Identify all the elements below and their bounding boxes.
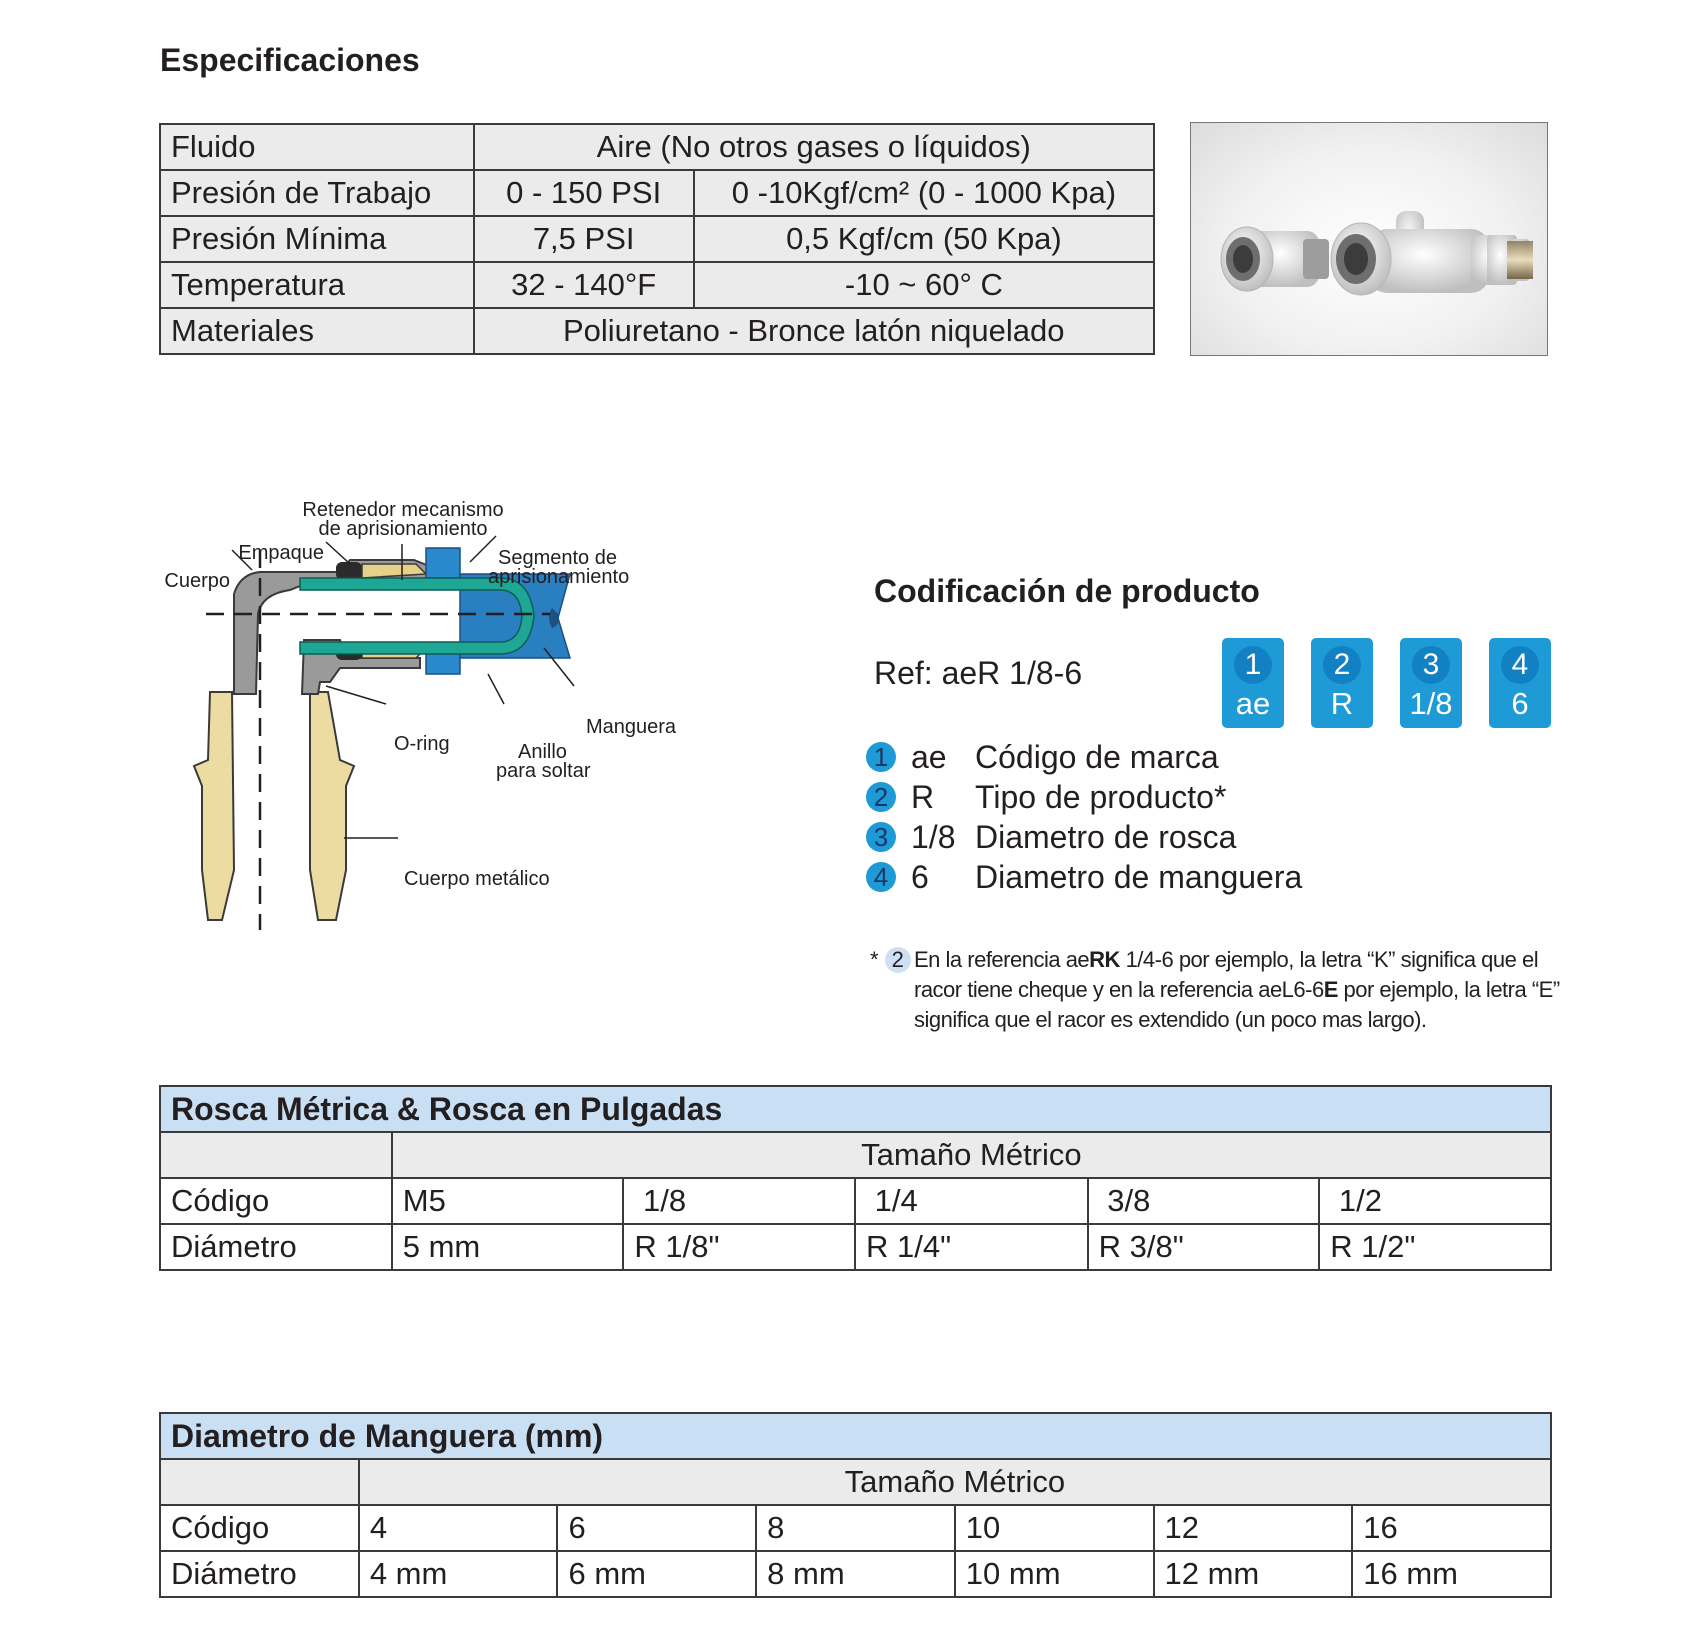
spec-row-presion-trabajo [160,170,1154,216]
table-cell: R 1/8" [623,1224,855,1270]
legend-number: 1 [866,742,896,772]
table-cell: 8 [756,1505,955,1551]
note-text [914,945,1574,1035]
table-cell: R 1/4" [855,1224,1088,1270]
label-manguera: Manguera [586,716,677,738]
table-cell: 1/2 [1319,1178,1551,1224]
legend-desc: Diametro de manguera [975,859,1303,895]
legend-desc: Código de marca [975,739,1219,775]
note-text-part: En la referencia ae [914,947,1090,972]
rosca-diametro-row [160,1224,1551,1270]
legend-code: ae [911,739,947,775]
specs-table [159,123,1155,355]
label-segmento-2: aprisionamiento [488,566,630,588]
code-badge-3 [1400,638,1462,728]
rosca-subheader-row [160,1132,1551,1178]
spec-label: Presión de Trabajo [160,170,474,216]
fitting-cross-section-diagram [150,490,710,950]
table-cell: 10 mm [955,1551,1154,1597]
note-bold-part: RK [1089,947,1120,972]
table-cell: M5 [392,1178,624,1224]
table-cell: 8 mm [756,1551,955,1597]
legend-code: R [911,779,935,815]
manguera-diametro-row [160,1551,1551,1597]
badge-value: 1/8 [1409,686,1453,721]
note-number: 2 [885,947,911,973]
table-cell: 6 mm [557,1551,756,1597]
table-cell: 16 mm [1352,1551,1551,1597]
legend-number: 4 [866,862,896,892]
row-label: Diámetro [160,1224,392,1270]
spec-psi: 0 - 150 PSI [474,170,694,216]
coding-title: Codificación de producto [874,573,1260,609]
code-badge-1 [1222,638,1284,728]
table-cell: 4 mm [359,1551,558,1597]
rosca-codigo-row [160,1178,1551,1224]
legend-code: 6 [911,859,929,895]
table-cell: 12 [1154,1505,1353,1551]
row-label: Código [160,1178,392,1224]
table-cell: 6 [557,1505,756,1551]
legend-item-2 [866,777,1227,817]
table-cell: 10 [955,1505,1154,1551]
label-retenedor-2: de aprisionamiento [318,518,488,540]
badge-value: 6 [1511,686,1529,721]
spec-label: Fluido [160,124,474,170]
badge-value: R [1330,686,1354,721]
manguera-table [159,1412,1552,1598]
spec-metric: -10 ~ 60° C [694,262,1154,308]
legend-number: 2 [866,782,896,812]
spec-row-presion-minima [160,216,1154,262]
reference-example: Ref: aeR 1/8-6 [874,655,1083,691]
manguera-codigo-row [160,1505,1551,1551]
badge-number: 2 [1323,646,1361,684]
badge-number: 4 [1501,646,1539,684]
release-ring-top [426,548,460,578]
note-text-part: 1/4-6 por ejemplo, la letra “K” significa que el racor tiene cheque y en la referencia aeL6-6 [914,947,1539,1002]
manguera-title: Diametro de Manguera (mm) [160,1413,1551,1459]
cross-section-svg [150,490,710,950]
specs-title: Especificaciones [160,42,420,78]
rosca-table [159,1085,1552,1271]
label-segmento-1: Segmento de [498,547,617,569]
brass-body-right [310,692,354,920]
table-cell: 1/8 [623,1178,855,1224]
rosca-subheader: Tamaño Métrico [392,1132,1551,1178]
spec-row-materiales [160,308,1154,354]
label-retenedor-1: Retenedor mecanismo [302,499,504,521]
label-cuerpo: Cuerpo [164,570,230,592]
label-anillo-1: Anillo [518,741,567,763]
badge-value: ae [1235,686,1271,721]
legend-desc: Tipo de producto* [975,779,1227,815]
label-cuerpo-metalico: Cuerpo metálico [404,868,550,890]
row-label: Diámetro [160,1551,359,1597]
spec-metric: 0 -10Kgf/cm² (0 - 1000 Kpa) [694,170,1154,216]
label-empaque: Empaque [238,542,324,564]
spec-value: Aire (No otros gases o líquidos) [474,124,1155,170]
legend-item-3 [866,817,1237,857]
spec-row-temperatura [160,262,1154,308]
spec-metric: 0,5 Kgf/cm (50 Kpa) [694,216,1154,262]
spec-value: Poliuretano - Bronce latón niquelado [474,308,1155,354]
empty-cell [160,1459,359,1505]
spec-label: Materiales [160,308,474,354]
row-label: Código [160,1505,359,1551]
empty-cell [160,1132,392,1178]
badge-number: 3 [1412,646,1450,684]
legend-desc: Diametro de rosca [975,819,1237,855]
legend-item-4 [866,857,1303,897]
table-cell: R 1/2" [1319,1224,1551,1270]
note-asterisk: * [870,947,879,972]
legend-item-1 [866,737,1219,777]
code-badge-4 [1489,638,1551,728]
manguera-subheader: Tamaño Métrico [359,1459,1551,1505]
code-badge-2 [1311,638,1373,728]
spec-psi: 32 - 140°F [474,262,694,308]
table-cell: 4 [359,1505,558,1551]
spec-label: Presión Mínima [160,216,474,262]
manguera-title-row [160,1413,1551,1459]
label-anillo-2: para soltar [496,760,591,782]
note-bold-part: E [1323,977,1338,1002]
table-cell: 12 mm [1154,1551,1353,1597]
spec-psi: 7,5 PSI [474,216,694,262]
badge-number: 1 [1234,646,1272,684]
product-photo [1190,122,1548,356]
legend-code: 1/8 [911,819,956,855]
table-cell: 1/4 [855,1178,1088,1224]
rosca-title-row [160,1086,1551,1132]
spec-label: Temperatura [160,262,474,308]
table-cell: 3/8 [1088,1178,1320,1224]
spec-row-fluido [160,124,1154,170]
note-text-part: por ejemplo, la letra “E” significa que el racor es extendido (un poco mas largo). [914,977,1560,1032]
rosca-title: Rosca Métrica & Rosca en Pulgadas [160,1086,1551,1132]
table-cell: R 3/8" [1088,1224,1320,1270]
legend-number: 3 [866,822,896,852]
product-type-note [870,945,1570,1032]
brass-body-left [194,692,234,920]
table-cell: 5 mm [392,1224,624,1270]
table-cell: 16 [1352,1505,1551,1551]
fittings-illustration [1191,123,1548,356]
manguera-subheader-row [160,1459,1551,1505]
label-oring: O-ring [394,733,450,755]
